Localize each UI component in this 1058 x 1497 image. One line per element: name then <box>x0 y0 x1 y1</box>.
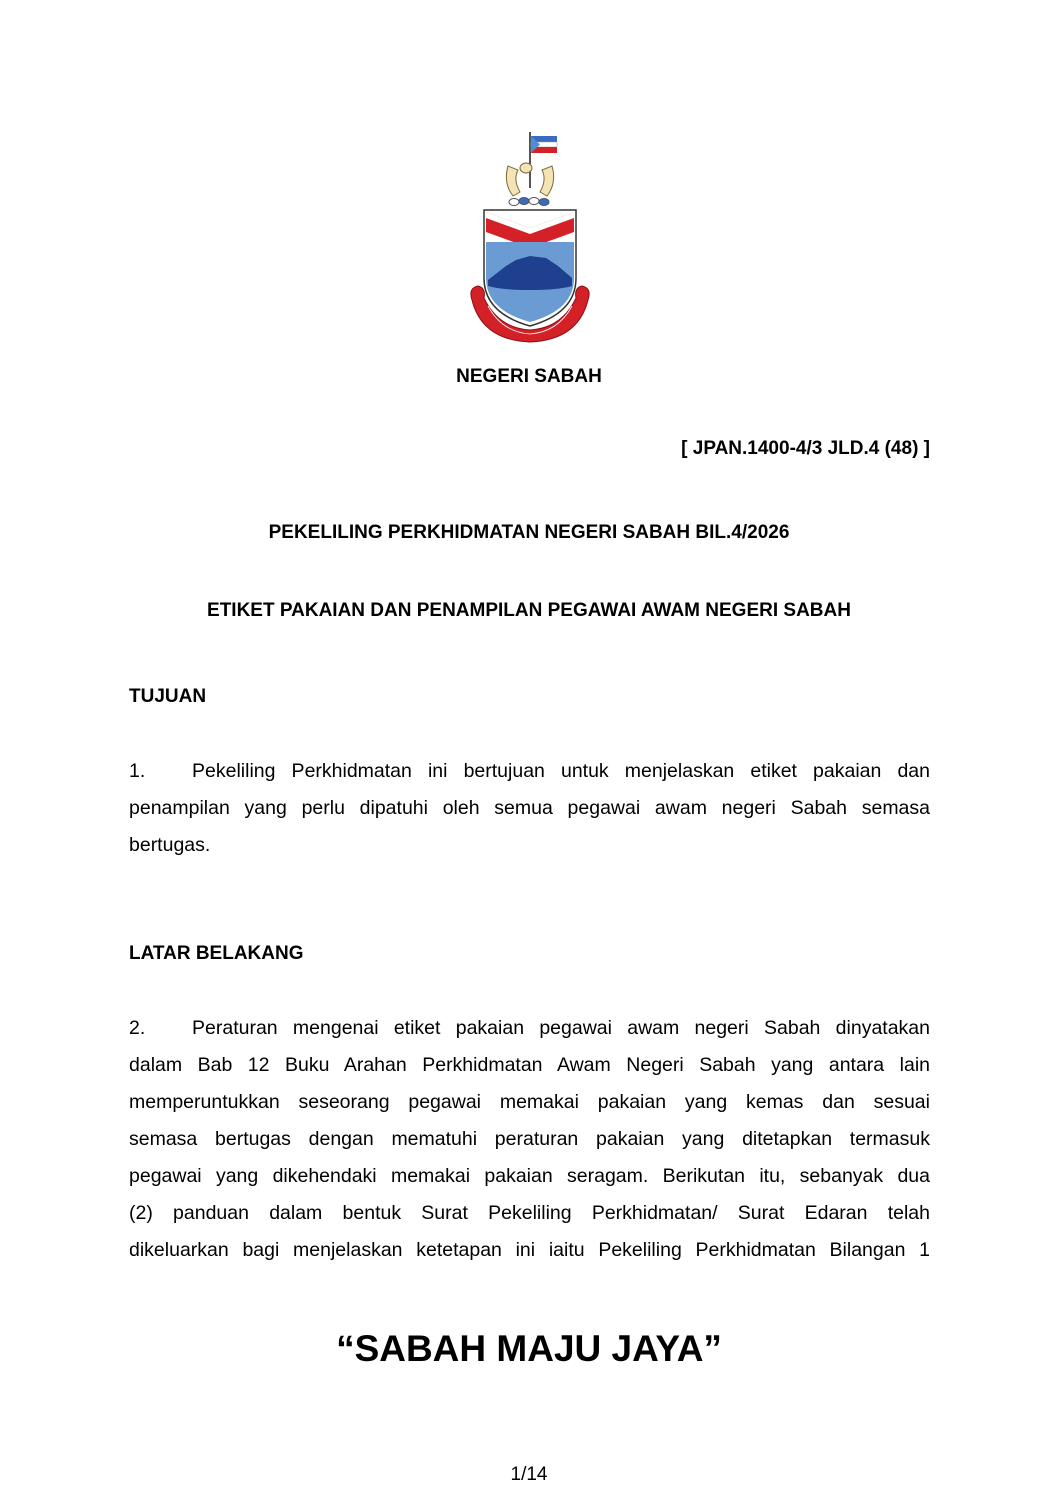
state-name: NEGERI SABAH <box>456 366 602 387</box>
section-heading-tujuan: TUJUAN <box>129 686 207 707</box>
reference-number: [ JPAN.1400-4/3 JLD.4 (48) ] <box>681 438 930 459</box>
paragraph-line: (2) panduan dalam bentuk Surat Pekeliling Perkhidmatan/ Surat Edaran telah <box>129 1202 930 1224</box>
paragraph-2 <box>129 1010 930 1269</box>
paragraph-line: penampilan yang perlu dipatuhi oleh semua pegawai awam negeri Sabah semasa <box>129 797 930 819</box>
circular-title: PEKELILING PERKHIDMATAN NEGERI SABAH BIL.4/2026 <box>268 522 790 543</box>
page-number: 1/14 <box>510 1464 548 1485</box>
paragraph-number: 1. <box>129 760 146 782</box>
paragraph-line: 1. Pekeliling Perkhidmatan ini bertujuan untuk menjelaskan etiket pakaian dan <box>129 753 930 790</box>
footer-motto: “SABAH MAJU JAYA” <box>336 1328 722 1369</box>
paragraph-line: memperuntukkan seseorang pegawai memakai pakaian yang kemas dan sesuai <box>129 1091 930 1113</box>
sabah-coat-of-arms-icon <box>458 128 598 348</box>
paragraph-line: bertugas. <box>129 834 211 856</box>
paragraph-line: semasa bertugas dengan mematuhi peraturan pakaian yang ditetapkan termasuk <box>129 1128 930 1150</box>
paragraph-number: 2. <box>129 1017 146 1039</box>
paragraph-line: dalam Bab 12 Buku Arahan Perkhidmatan Awam Negeri Sabah yang antara lain <box>129 1054 930 1076</box>
section-heading-latar-belakang: LATAR BELAKANG <box>129 943 304 964</box>
subject-title: ETIKET PAKAIAN DAN PENAMPILAN PEGAWAI AWAM NEGERI SABAH <box>207 600 851 621</box>
paragraph-1 <box>129 753 930 864</box>
paragraph-line: 2. Peraturan mengenai etiket pakaian pegawai awam negeri Sabah dinyatakan <box>129 1010 930 1047</box>
paragraph-line: dikeluarkan bagi menjelaskan ketetapan ini iaitu Pekeliling Perkhidmatan Bilangan 1 <box>129 1239 930 1261</box>
paragraph-line: pegawai yang dikehendaki memakai pakaian seragam. Berikutan itu, sebanyak dua <box>129 1165 930 1187</box>
